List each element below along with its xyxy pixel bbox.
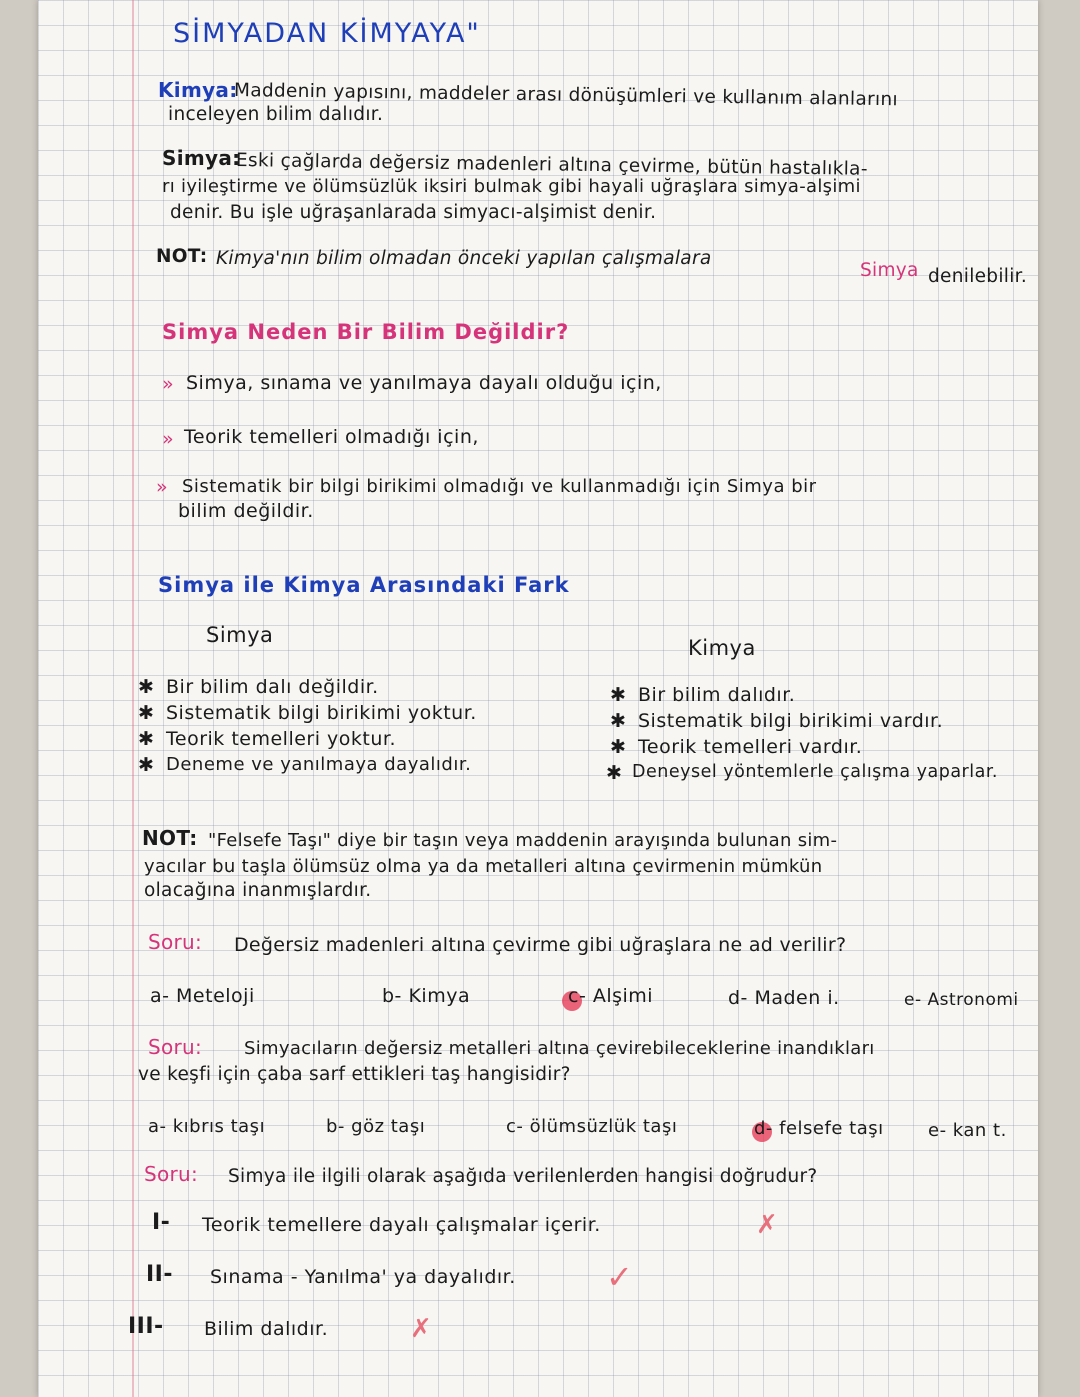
- note-end: denilebilir.: [928, 266, 1028, 287]
- question-2-label: Soru:: [148, 1035, 203, 1059]
- simya-diff-2: Sistematik bilgi birikimi yoktur.: [166, 702, 477, 724]
- note-label: NOT:: [156, 246, 208, 267]
- section-heading-why-not-science: Simya Neden Bir Bilim Değildir?: [162, 320, 570, 344]
- star-icon: ✱: [606, 762, 623, 784]
- notebook-page: [38, 0, 1038, 1397]
- reason-item-3: Sistematik bir bilgi birikimi olmadığı ve kullanmadığı için Simya bir: [182, 476, 817, 497]
- star-icon: ✱: [138, 702, 155, 724]
- q1-option-d: d- Maden i.: [728, 987, 840, 1009]
- simya-line-2: rı iyileştirme ve ölümsüzlük iksiri bulmak gibi hayali uğraşlara simya-alşimi: [162, 176, 861, 197]
- section-heading-difference: Simya ile Kimya Arasındaki Fark: [158, 573, 570, 597]
- incorrect-mark-icon: ✗: [410, 1314, 432, 1344]
- reason-item-1: Simya, sınama ve yanılmaya dayalı olduğu için,: [186, 372, 662, 394]
- q2-option-b: b- göz taşı: [326, 1116, 426, 1137]
- kimya-diff-2: Sistematik bilgi birikimi vardır.: [638, 710, 944, 732]
- simya-diff-3: Teorik temelleri yoktur.: [166, 728, 397, 750]
- kimya-label: Kimya:: [158, 78, 238, 102]
- q1-option-e: e- Astronomi: [904, 990, 1019, 1010]
- note2-label: NOT:: [142, 826, 198, 850]
- star-icon: ✱: [138, 754, 155, 776]
- statement-1-number: I-: [152, 1210, 171, 1235]
- star-icon: ✱: [610, 684, 627, 706]
- q1-option-b: b- Kimya: [382, 985, 471, 1007]
- star-icon: ✱: [138, 676, 155, 698]
- note2-line-2: yacılar bu taşla ölümsüz olma ya da metalleri altına çevirmenin mümkün: [144, 856, 823, 877]
- q1-option-a: a- Meteloji: [150, 985, 255, 1007]
- simya-diff-4: Deneme ve yanılmaya dayalıdır.: [166, 754, 472, 775]
- kimya-diff-4: Deneysel yöntemlerle çalışma yaparlar.: [632, 762, 998, 782]
- page-title: SİMYADAN KİMYAYA": [173, 18, 481, 49]
- kimya-line-2: inceleyen bilim dalıdır.: [168, 104, 384, 125]
- margin-line: [132, 0, 134, 1397]
- incorrect-mark-icon: ✗: [756, 1210, 778, 1240]
- bullet-3: »: [156, 476, 169, 498]
- correct-mark-icon: ✓: [606, 1258, 633, 1296]
- star-icon: ✱: [610, 710, 627, 732]
- q1-option-c: c- Alşimi: [568, 985, 654, 1007]
- question-1-label: Soru:: [148, 930, 203, 954]
- question-3-label: Soru:: [144, 1162, 199, 1186]
- question-1-text: Değersiz madenleri altına çevirme gibi uğraşlara ne ad verilir?: [234, 934, 847, 956]
- note2-line-1: "Felsefe Taşı" diye bir taşın veya maddenin arayışında bulunan sim-: [208, 830, 838, 851]
- simya-line-3: denir. Bu işle uğraşanlarada simyacı-alşimist denir.: [170, 202, 657, 223]
- star-icon: ✱: [138, 728, 155, 750]
- bullet-2: »: [162, 428, 175, 450]
- q2-option-a: a- kıbrıs taşı: [148, 1116, 266, 1137]
- question-3-text: Simya ile ilgili olarak aşağıda verilenlerden hangisi doğrudur?: [228, 1166, 818, 1187]
- q2-option-e: e- kan t.: [928, 1120, 1007, 1141]
- statement-3-number: III-: [128, 1314, 164, 1339]
- reason-item-2: Teorik temelleri olmadığı için,: [184, 426, 479, 448]
- column-title-kimya: Kimya: [688, 636, 756, 660]
- note-text: Kimya'nın bilim olmadan önceki yapılan çalışmalara: [216, 248, 712, 269]
- statement-2-text: Sınama - Yanılma' ya dayalıdır.: [210, 1266, 516, 1288]
- bullet-1: »: [162, 373, 175, 395]
- note2-line-3: olacağına inanmışlardır.: [144, 880, 372, 901]
- question-2-line-2: ve keşfi için çaba sarf ettikleri taş hangisidir?: [138, 1064, 571, 1085]
- kimya-diff-3: Teorik temelleri vardır.: [638, 736, 863, 758]
- simya-label: Simya:: [162, 146, 241, 170]
- simya-line-1: Eski çağlarda değersiz madenleri altına çevirme, bütün hastalıkla-: [235, 150, 868, 180]
- simya-diff-1: Bir bilim dalı değildir.: [166, 676, 379, 698]
- question-2-line-1: Simyacıların değersiz metalleri altına çevirebileceklerine inandıkları: [244, 1038, 875, 1059]
- star-icon: ✱: [610, 736, 627, 758]
- note-simya: Simya: [860, 260, 919, 281]
- statement-1-text: Teorik temellere dayalı çalışmalar içerir.: [202, 1214, 601, 1236]
- kimya-line-1: Maddenin yapısını, maddeler arası dönüşümleri ve kullanım alanlarını: [233, 80, 899, 111]
- reason-item-3-cont: bilim değildir.: [178, 500, 314, 522]
- statement-2-number: II-: [146, 1262, 174, 1287]
- q2-option-d: d- felsefe taşı: [754, 1118, 884, 1139]
- column-title-simya: Simya: [206, 623, 274, 647]
- q2-option-c: c- ölümsüzlük taşı: [506, 1116, 678, 1137]
- statement-3-text: Bilim dalıdır.: [204, 1318, 329, 1340]
- kimya-diff-1: Bir bilim dalıdır.: [638, 684, 796, 706]
